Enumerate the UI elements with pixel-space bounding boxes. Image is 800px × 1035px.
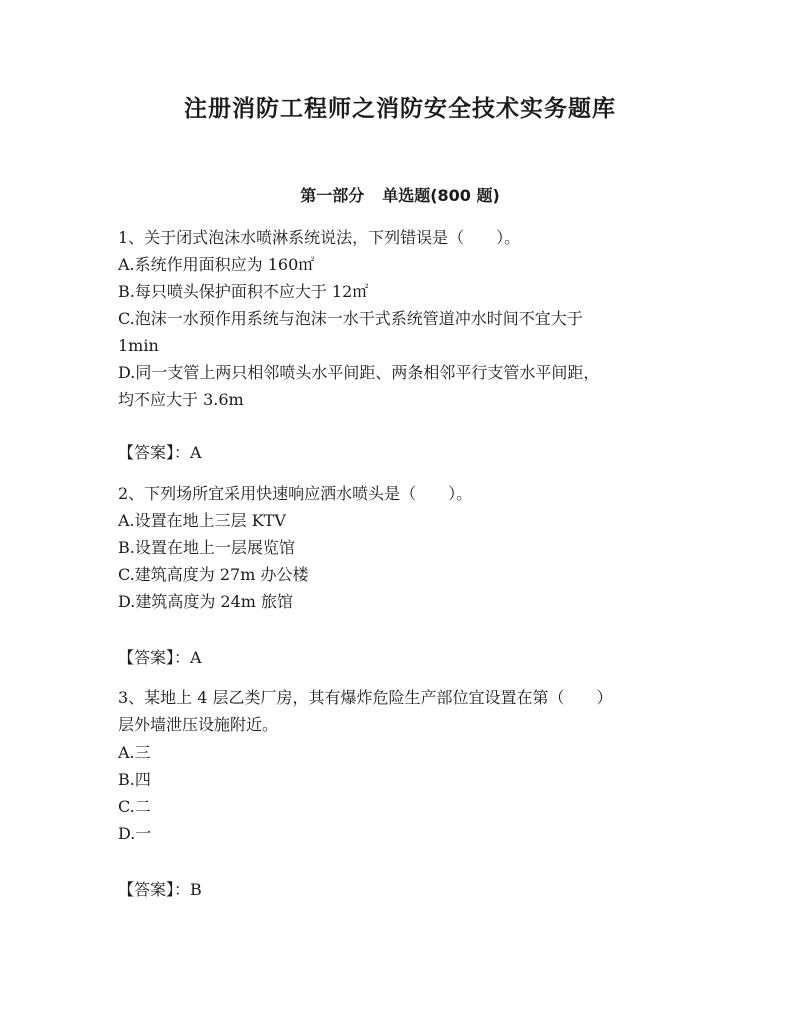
answer-label: 【答案】： — [118, 648, 191, 667]
question-2-stem: 2、下列场所宜采用快速响应洒水喷头是（ ）。 — [118, 484, 473, 503]
question-1-option-d-cont: 均不应大于 3.6m — [118, 390, 244, 409]
question-2-option-d: D.建筑高度为 24m 旅馆 — [118, 592, 294, 611]
question-3-stem: 3、某地上 4 层乙类厂房，其有爆炸危险生产部位宜设置在第（ ） — [118, 688, 613, 707]
question-1-option-b: B.每只喷头保护面积不应大于 12㎡ — [118, 282, 369, 301]
question-1-option-a: A.系统作用面积应为 160㎡ — [118, 255, 315, 274]
answer-value: B — [190, 880, 202, 899]
question-3-option-c: C.二 — [118, 797, 151, 816]
answer-label: 【答案】： — [118, 880, 191, 899]
question-3-option-a: A.三 — [118, 743, 151, 762]
section-part: 第一部分 — [300, 186, 365, 205]
question-1-answer — [118, 443, 678, 463]
answer-value: A — [190, 443, 202, 462]
question-3-answer — [118, 880, 678, 900]
question-2-option-a: A.设置在地上三层 KTV — [118, 511, 286, 530]
question-3-stem-cont: 层外墙泄压设施附近。 — [118, 715, 279, 734]
question-3-option-d: D.一 — [118, 824, 152, 843]
question-1-option-c-cont: 1min — [118, 336, 159, 355]
question-2-answer — [118, 648, 678, 668]
question-1-stem: 1、关于闭式泡沫水喷淋系统说法，下列错误是（ ）。 — [118, 228, 521, 247]
question-3-option-b: B.四 — [118, 770, 151, 789]
question-1-option-c: C.泡沫一水预作用系统与泡沫一水干式系统管道冲水时间不宜大于 — [118, 309, 583, 328]
section-name: 单选题(800 题) — [382, 186, 500, 205]
section-title — [0, 183, 800, 206]
answer-value: A — [190, 648, 202, 667]
answer-label: 【答案】： — [118, 443, 191, 462]
question-1-option-d: D.同一支管上两只相邻喷头水平间距、两条相邻平行支管水平间距， — [118, 363, 600, 382]
question-2-option-b: B.设置在地上一层展览馆 — [118, 538, 295, 557]
question-2-option-c: C.建筑高度为 27m 办公楼 — [118, 565, 309, 584]
document-title: 注册消防工程师之消防安全技术实务题库 — [184, 96, 616, 122]
